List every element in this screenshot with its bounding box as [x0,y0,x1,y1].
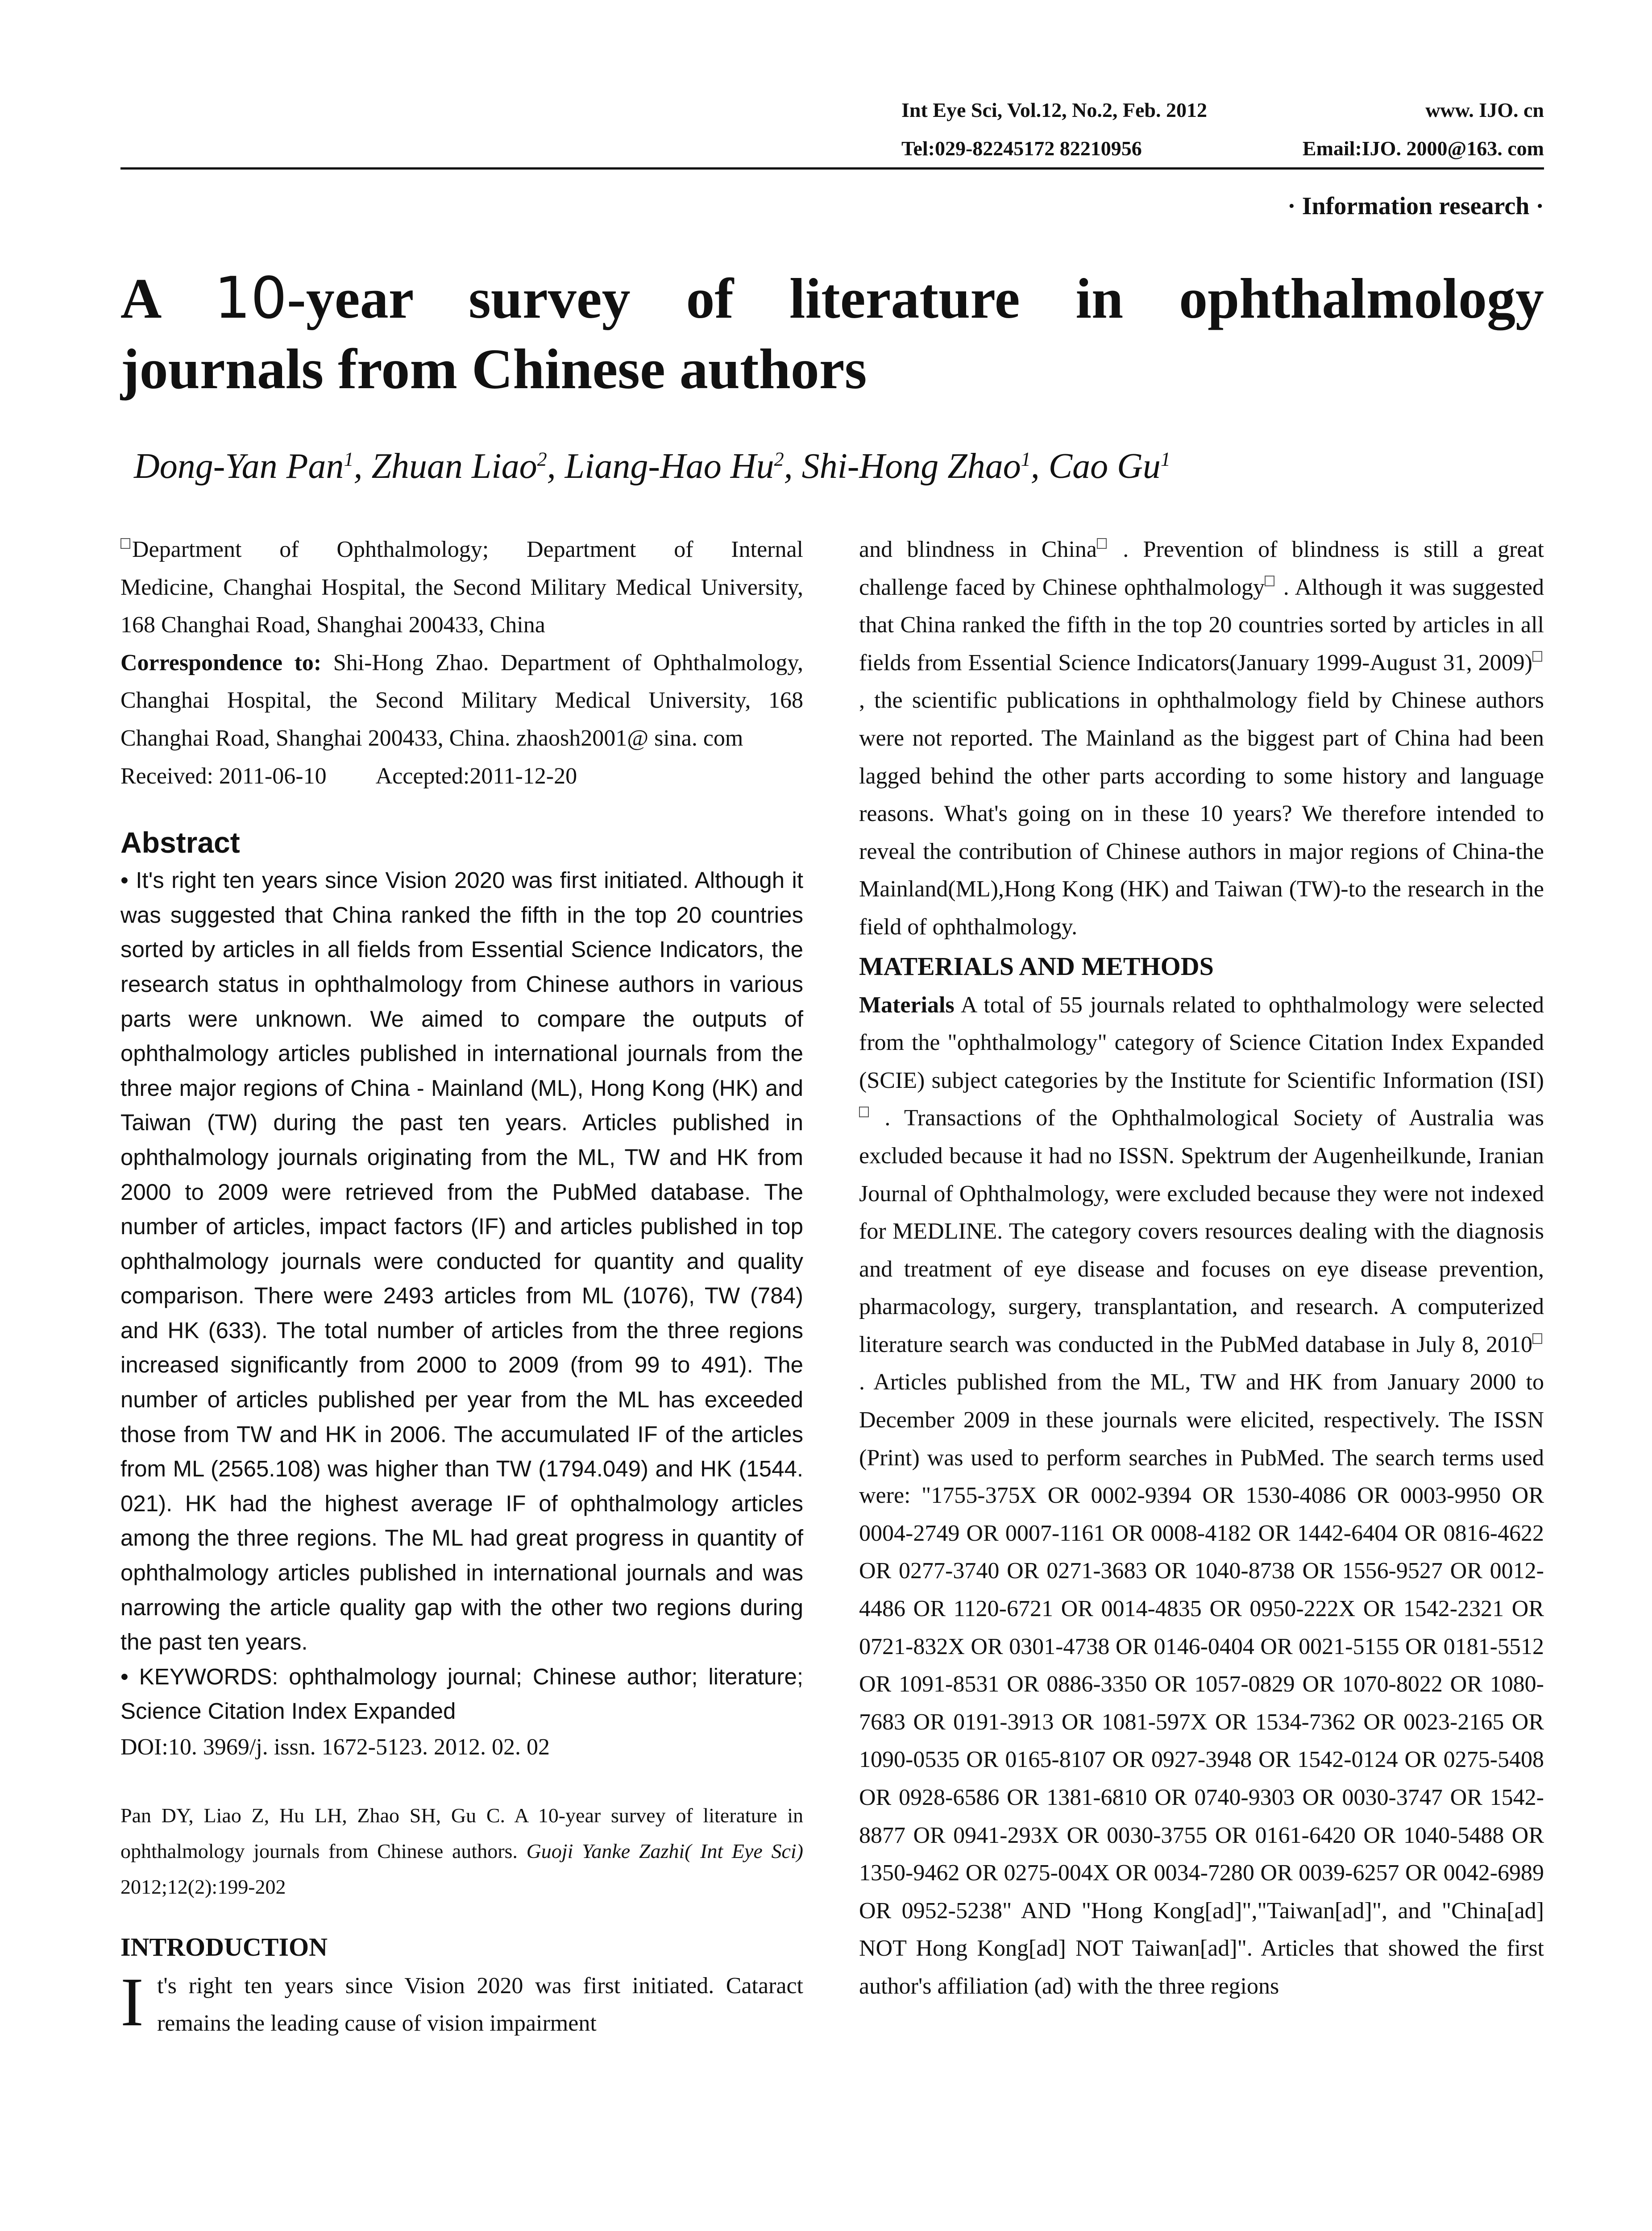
dates: Received: 2011-06-10 Accepted:2011-12-20 [120,763,577,789]
header-rule [120,167,1544,170]
affiliation-text: Medicine, Changhai Hospital, the Second Military Medical University, 168 Changhai Road, Shanghai 200433, China [120,574,803,638]
author: Shi-Hong Zhao$^1$ [801,447,1031,486]
running-header-journal [901,98,1544,122]
ref-box-icon [1265,576,1274,586]
drop-cap: I [120,1963,144,2040]
abstract-heading: Abstract [120,826,240,859]
doi: DOI:10. 3969/j. issn. 1672-5123. 2012. 02. 02 [120,1734,550,1760]
running-header-contact [901,137,1544,160]
author: Zhuan Liao$^2$ [371,447,547,486]
correspondence: Correspondence to: Shi-Hong Zhao. Department of Ophthalmology, Changhai Hospital, the Second Military Medical University, 168 Changhai Road, Shanghai 200433, China. zhaosh2001@ sina. com [120,650,803,751]
citation: Pan DY, Liao Z, Hu LH, Zhao SH, Gu C. A 10-year survey of literature in ophthalmology journals from Chinese authors. Guoji Yanke Zazhi( Int Eye Sci) 2012;12(2):199-202 [120,1804,803,1898]
introduction-heading: INTRODUCTION [120,1932,328,1961]
journal-tel: Tel:029-82245172 82210956 [901,137,1142,160]
introduction-text: It's right ten years since Vision 2020 was first initiated. Cataract remains the leading cause of vision impairment [120,1963,803,2040]
ref-box-icon [1532,1333,1542,1344]
ref-box-icon [859,1107,869,1117]
section-tag: · Information research · [1287,192,1544,220]
title-line-1: A 10-year survey of literature in ophthalmology [120,265,1544,332]
materials-text: Materials A total of 55 journals related to ophthalmology were selected from the "ophthalmology" category of Science Citation Index Expanded (SCIE) subject categories by the Institute for Scientific Information (ISI) . Transactions of the Ophthalmological Society of Australia was excluded because it had no ISSN. Spektrum der Augenheilkunde, Iranian Journal of Ophthalmology, were excluded because they were not indexed for MEDLINE. The category covers resources dealing with the diagnosis and treatment of eye disease and focuses on eye disease prevention, pharmacology, surgery, transplantation, and research. A computerized literature search was conducted in the PubMed database in July 8, 2010 . Articles published from the ML, TW and HK from January 2000 to December 2009 in these journals were elicited, respectively. The ISSN (Print) was used to perform searches in PubMed. The search terms used were: "1755-375X OR 0002-9394 OR 1530-4086 OR 0003-9950 OR 0004-2749 OR 0007-1161 OR 0008-4182 OR 1442-6404 OR 0816-4622 OR 0277-3740 OR 0271-3683 OR 1040-8738 OR 1556-9527 OR 0012-4486 OR 1120-6721 OR 0014-4835 OR 0950-222X OR 1542-2321 OR 0721-832X OR 0301-4738 OR 0146-0404 OR 0021-5155 OR 0181-5512 OR 1091-8531 OR 0886-3350 OR 1057-0829 OR 1070-8022 OR 1080-7683 OR 0191-3913 OR 1081-597X OR 1534-7362 OR 0023-2165 OR 1090-0535 OR 0165-8107 OR 0927-3948 OR 1542-0124 OR 0275-5408 OR 0928-6586 OR 1381-6810 OR 0740-9303 OR 0030-3747 OR 1542-8877 OR 0941-293X OR 0030-3755 OR 0161-6420 OR 1040-5488 OR 1350-9462 OR 0275-004X OR 0034-7280 OR 0039-6257 OR 0042-6989 OR 0952-5238" AND "Hong Kong[ad]","Taiwan[ad]", and "China[ad] NOT Hong Kong[ad] NOT Taiwan[ad]". Articles that showed the first author's affiliation (ad) with the three regions [859,992,1544,1999]
superscript-box-icon [120,538,130,549]
author: Cao Gu$^1$ [1048,447,1171,486]
article-title [120,263,1544,404]
ref-box-icon [1532,651,1542,662]
author: Dong-Yan Pan$^1$ [134,447,354,486]
author-list: Dong-Yan Pan$^1$, Zhuan Liao$^2$, Liang-Hao Hu$^2$, Shi-Hong Zhao$^1$, Cao Gu$^1$ [134,447,1171,486]
journal-website: www. IJO. cn [1425,99,1544,121]
keywords: • KEYWORDS: ophthalmology journal; Chinese author; literature; Science Citation Index Expanded [120,1663,803,1724]
methods-heading: MATERIALS AND METHODS [859,951,1214,981]
affiliation-line-1: Department of Ophthalmology; Department of Internal [120,531,803,569]
right-column [859,531,1544,2006]
introduction-continued: and blindness in China . Prevention of blindness is still a great challenge faced by Chinese ophthalmology . Although it was suggested that China ranked the fifth in the top 20 countries sorted by articles in all fields from Essential Science Indicators(January 1999-August 31, 2009) , the scientific publications in ophthalmology field by Chinese authors were not reported. The Mainland as the biggest part of China had been lagged behind the other parts according to some history and language reasons. What's going on in these 10 years? We therefore intended to reveal the contribution of Chinese authors in major regions of China-the Mainland(ML),Hong Kong (HK) and Taiwan (TW)-to the research in the field of ophthalmology. [859,537,1544,940]
journal-info: Int Eye Sci, Vol.12, No.2, Feb. 2012 [901,99,1207,121]
ref-box-icon [1097,538,1107,549]
abstract-body: • It's right ten years since Vision 2020 was first initiated. Although it was suggested that China ranked the fifth in the top 20 countries sorted by articles in all fields from Essential Science Indicators, the research status in ophthalmology from Chinese authors in various parts were unknown. We aimed to compare the outputs of ophthalmology articles published in international journals from the three major regions of China - Mainland (ML), Hong Kong (HK) and Taiwan (TW) during the past ten years. Articles published in ophthalmology journals originating from the ML, TW and HK from 2000 to 2009 were retrieved from the PubMed database. The number of articles, impact factors (IF) and articles published in top ophthalmology journals were conducted for quantity and quality comparison. There were 2493 articles from ML (1076), TW (784) and HK (633). The total number of articles from the three regions increased significantly from 2000 to 2009 (from 99 to 491). The number of articles published per year from the ML has exceeded those from TW and HK in 2006. The accumulated IF of the articles from ML (2565.108) was higher than TW (1794.049) and HK (1544. 021). HK had the highest average IF of ophthalmology articles among the three regions. The ML had great progress in quantity of ophthalmology articles published in international journals and was narrowing the article quality gap with the other two regions during the past ten years. [120,867,803,1655]
title-line-2: journals from Chinese authors [120,337,867,401]
author: Liang-Hao Hu$^2$ [565,447,784,486]
journal-email: Email:IJO. 2000@163. com [1302,137,1544,160]
left-column [120,531,803,2043]
